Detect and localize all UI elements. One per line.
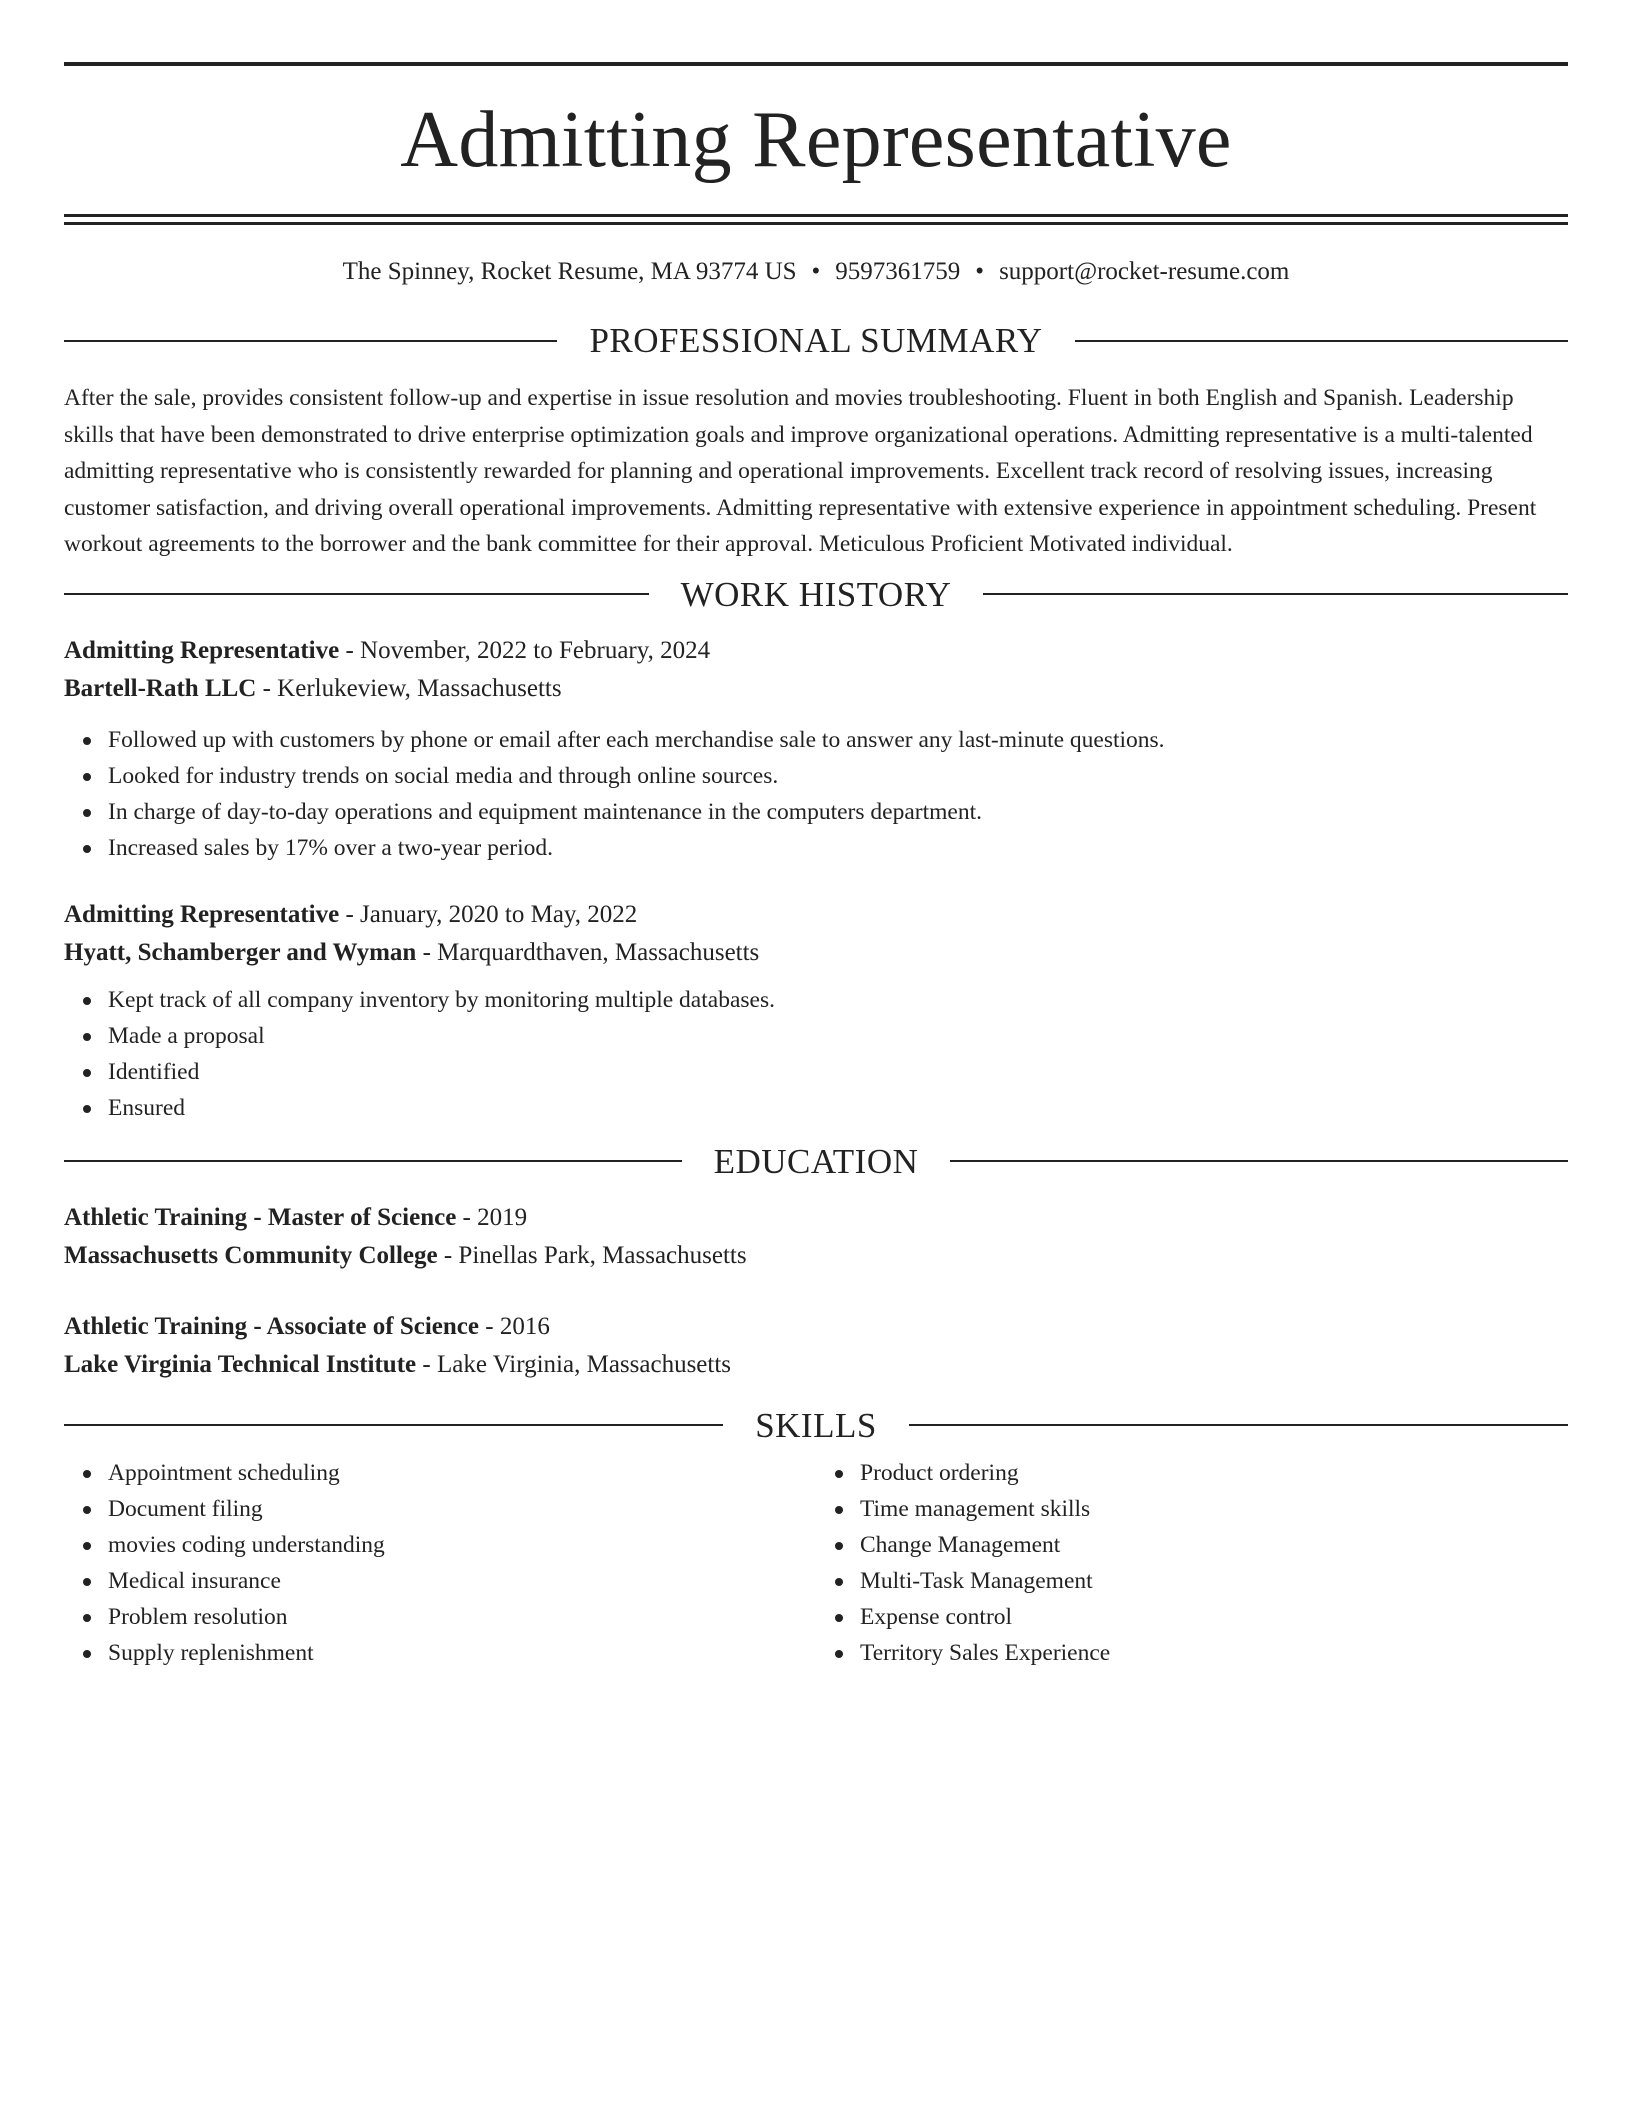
education-school: Massachusetts Community College	[64, 1241, 438, 1269]
job-company: Hyatt, Schamberger and Wyman	[64, 938, 417, 966]
title-double-rule	[64, 214, 1568, 225]
skill-item: Territory Sales Experience	[860, 1635, 1568, 1671]
section-heading-work-history	[64, 574, 1568, 614]
list-item: Made a proposal	[108, 1018, 1568, 1054]
job-entry	[64, 896, 1568, 1126]
education-degree-line	[64, 1199, 1568, 1237]
contact-address: The Spinney, Rocket Resume, MA 93774 US	[342, 258, 797, 285]
job-bullets	[64, 722, 1568, 866]
list-item: Kept track of all company inventory by monitoring multiple databases.	[108, 982, 1568, 1018]
list-item: Ensured	[108, 1090, 1568, 1126]
job-title-line	[64, 632, 1568, 670]
divider-line	[64, 1160, 682, 1162]
section-heading-education	[64, 1141, 1568, 1181]
job-title: Admitting Representative	[64, 636, 340, 664]
skill-item: Time management skills	[860, 1491, 1568, 1527]
skills-column-right	[816, 1455, 1568, 1671]
education-degree-line	[64, 1308, 1568, 1346]
job-dates: - January, 2020 to May, 2022	[339, 900, 638, 928]
skill-item: Appointment scheduling	[108, 1455, 816, 1491]
education-degree: Athletic Training - Associate of Science	[64, 1312, 479, 1340]
job-company-line	[64, 934, 1568, 972]
skill-item: Product ordering	[860, 1455, 1568, 1491]
education-school-line	[64, 1346, 1568, 1384]
divider-line	[64, 1424, 723, 1426]
job-title: Admitting Representative	[64, 900, 340, 928]
skill-item: Medical insurance	[108, 1563, 816, 1599]
contact-email: support@rocket-resume.com	[999, 258, 1290, 285]
skill-item: movies coding understanding	[108, 1527, 816, 1563]
section-heading-skills	[64, 1405, 1568, 1445]
summary-text: After the sale, provides consistent follow-up and expertise in issue resolution and movies troubleshooting. Fluent in both English and Spanish. Leadership skills that have been demonstrated to drive enterprise optimization goals and improve organizational operations. Admitting representative is a multi-talented admitting representative who is consistently rewarded for planning and operational improvements. Excellent track record of resolving issues, increasing customer satisfaction, and driving overall operational improvements. Admitting representative with extensive experience in appointment scheduling. Present workout agreements to the borrower and the bank committee for their approval. Meticulous Proficient Motivated individual.	[64, 385, 1537, 557]
job-company-line	[64, 670, 1568, 708]
divider-line	[983, 593, 1568, 595]
job-location: - Marquardthaven, Massachusetts	[416, 938, 760, 966]
section-title: EDUCATION	[713, 1141, 919, 1181]
top-rule	[64, 62, 1568, 66]
skill-item: Expense control	[860, 1599, 1568, 1635]
skill-item: Change Management	[860, 1527, 1568, 1563]
job-entry	[64, 632, 1568, 866]
divider-line	[64, 593, 649, 595]
education-location: - Pinellas Park, Massachusetts	[437, 1241, 747, 1269]
education-entry	[64, 1308, 1568, 1384]
education-degree: Athletic Training - Master of Science	[64, 1203, 457, 1231]
skill-item: Problem resolution	[108, 1599, 816, 1635]
skills-column-left	[64, 1455, 816, 1671]
section-title: WORK HISTORY	[680, 574, 952, 614]
contact-phone: 9597361759	[835, 258, 961, 285]
list-item: Increased sales by 17% over a two-year period.	[108, 830, 1568, 866]
section-title: PROFESSIONAL SUMMARY	[589, 321, 1043, 360]
skill-item: Document filing	[108, 1491, 816, 1527]
skill-item: Multi-Task Management	[860, 1563, 1568, 1599]
list-item: In charge of day-to-day operations and equipment maintenance in the computers department.	[108, 794, 1568, 830]
section-heading-summary	[64, 323, 1568, 358]
section-title: SKILLS	[755, 1405, 877, 1445]
divider-line	[64, 340, 557, 342]
divider-line	[1075, 340, 1568, 342]
contact-line	[64, 257, 1568, 287]
list-item: Identified	[108, 1054, 1568, 1090]
education-school-line	[64, 1237, 1568, 1275]
resume-title: Admitting Representative	[400, 96, 1232, 184]
job-dates: - November, 2022 to February, 2024	[339, 636, 711, 664]
job-location: - Kerlukeview, Massachusetts	[256, 674, 562, 702]
education-year: - 2016	[479, 1312, 550, 1340]
list-item: Looked for industry trends on social media and through online sources.	[108, 758, 1568, 794]
job-company: Bartell-Rath LLC	[64, 674, 257, 702]
education-year: - 2019	[456, 1203, 528, 1231]
contact-separator: •	[811, 258, 821, 285]
skill-item: Supply replenishment	[108, 1635, 816, 1671]
education-location: - Lake Virginia, Massachusetts	[416, 1350, 732, 1378]
list-item: Followed up with customers by phone or email after each merchandise sale to answer any last-minute questions.	[108, 722, 1568, 758]
job-title-line	[64, 896, 1568, 934]
contact-separator: •	[975, 258, 985, 285]
education-school: Lake Virginia Technical Institute	[64, 1350, 417, 1378]
job-bullets	[64, 982, 1568, 1126]
divider-line	[950, 1160, 1568, 1162]
education-entry	[64, 1199, 1568, 1275]
skills-grid	[64, 1455, 1568, 1671]
divider-line	[909, 1424, 1568, 1426]
